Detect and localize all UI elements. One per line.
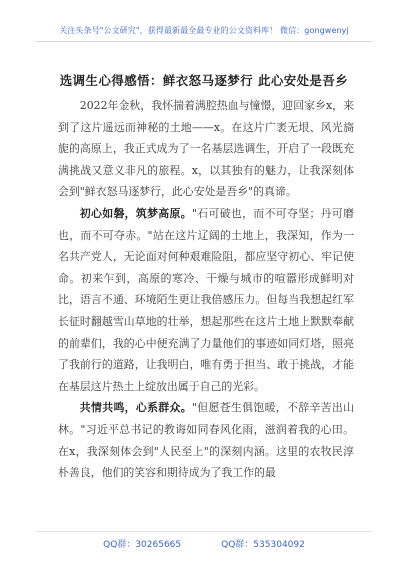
paragraph-intro xyxy=(58,95,354,203)
footer-qq-group-1[interactable]: QQ群：30265665 xyxy=(103,540,182,550)
header-promo-banner: 关注头条号"公文研究"，获得最新最全最专业的公文资料库！ 微信：gongwenyj xyxy=(59,26,349,35)
header-divider xyxy=(36,41,372,42)
paragraph-lead: 初心如磐，筑梦高原。 xyxy=(79,206,192,220)
document-title: 选调生心得感悟：鲜衣怒马逐梦行 此心安处是吾乡 xyxy=(59,73,349,88)
footer-contact xyxy=(0,537,408,550)
document-body xyxy=(58,95,354,484)
paragraph-text: 2022年金秋，我怀揣着满腔热血与憧憬，迎回家乡x，来到了这片遥远而神秘的土地——x。在这片广袤无垠、风光旖旎的高原上，我正式成为了一名基层选调生，开启了一段既充满挑战又意义非凡的旅程。x，以其独有的魅力，让我深刻体会到"鲜衣怒马逐梦行，此心安处是吾乡"的真谛。 xyxy=(58,99,354,199)
paragraph-initial-aspiration xyxy=(58,203,354,397)
footer-divider xyxy=(36,531,372,532)
paragraph-empathy xyxy=(58,397,354,483)
footer-qq-group-2[interactable]: QQ群：535304092 xyxy=(221,540,305,550)
paragraph-text: "但愿苍生俱饱暖，不辞辛苦出山林。"习近平总书记的教诲如同春风化雨，滋润着我的心田。在x，我深刻体会到"人民至上"的深刻内涵。这里的农牧民淳朴善良，他们的笑容和期待成为了我工作的最 xyxy=(58,401,354,480)
paragraph-lead: 共情共鸣，心系群众。 xyxy=(79,401,192,415)
paragraph-text: "石可破也，而不可夺坚；丹可磨也，而不可夺赤。"站在这片辽阔的土地上，我深知，作为一名共产党人，无论面对何种艰难险阻，都应坚守初心、牢记使命。初来乍到，高原的寒冷、干燥与城市的喧嚣形成鲜明对比，语言不通、环境陌生更让我倍感压力。但每当我想起红军长征时翻越雪山草地的壮举，想起那些在这片土地上默默奉献的前辈们，我的心中便充满了力量他们的事迹如同灯塔，照亮了我前行的道路，让我明白，唯有勇于担当、敢于挑战，才能在基层这片热土上绽放出属于自己的光彩。 xyxy=(58,206,354,393)
